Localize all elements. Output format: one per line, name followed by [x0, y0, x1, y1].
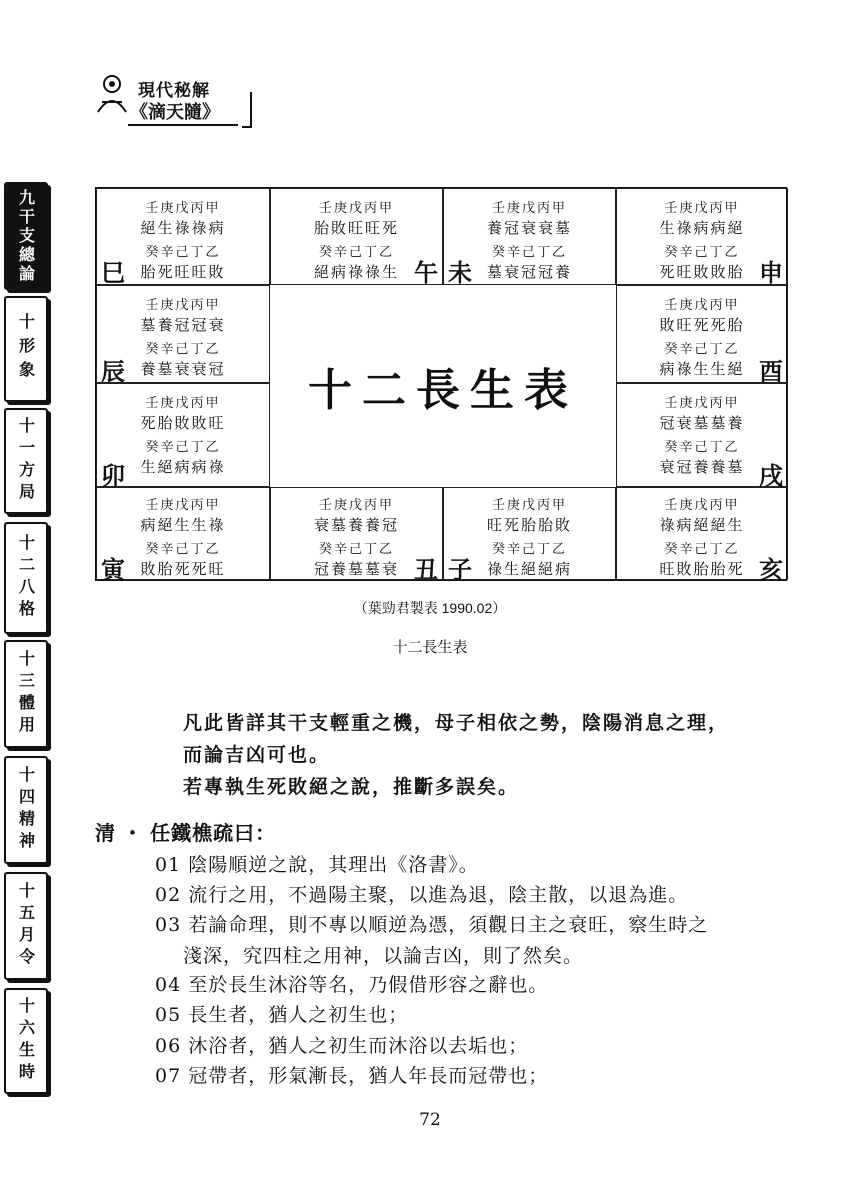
- branch-label: 戌: [759, 461, 783, 490]
- yang-states: 旺死胎胎敗: [486, 516, 572, 534]
- yin-states: 衰冠養養墓: [659, 458, 745, 476]
- table-cell-si: [96, 188, 270, 285]
- tab-label: 九干支總論: [16, 188, 36, 284]
- table-cell-zi: [443, 487, 616, 584]
- yin-states: 絕病祿祿生: [313, 263, 399, 281]
- page-number: 72: [419, 1110, 441, 1130]
- yang-states: 死胎敗敗旺: [140, 414, 226, 432]
- commentary-line: 04 至於長生沐浴等名，乃假借形容之辭也。: [155, 974, 549, 996]
- table-cell-chen: [96, 285, 270, 386]
- branch-label: 午: [414, 258, 438, 287]
- twelve-stages-table: [95, 187, 787, 584]
- yin-states: 墓衰冠冠養: [486, 263, 572, 281]
- yang-states: 養冠衰衰墓: [486, 219, 572, 237]
- tab-label: 十三體用: [16, 650, 36, 738]
- yang-states: 敗旺死死胎: [659, 316, 745, 334]
- yin-states: 胎死旺旺敗: [140, 263, 226, 281]
- section-heading: 清 ・ 任鐵樵疏曰：: [95, 823, 277, 845]
- yin-stems: 癸辛己丁乙: [491, 245, 567, 260]
- yin-stems: 癸辛己丁乙: [491, 542, 567, 557]
- header-title-line1: 現代秘解: [138, 81, 210, 101]
- table-credit: （葉勁君製表 1990.02）: [353, 600, 507, 616]
- body-paragraph: 若專執生死敗絕之說，推斷多誤矣。: [183, 776, 520, 798]
- commentary-line: 02 流行之用，不過陽主聚，以進為退，陰主散，以退為進。: [155, 884, 689, 906]
- body-paragraph: 而論吉凶可也。: [183, 744, 331, 766]
- yang-states: 墓養冠冠衰: [140, 316, 226, 334]
- tab-label: 十形象: [16, 313, 36, 385]
- commentary-line: 03 若論命理，則不專以順逆為憑，須觀日主之衰旺，察生時之: [155, 914, 709, 936]
- table-cell-mao: [96, 383, 270, 490]
- commentary-line: 05 長生者，猶人之初生也；: [155, 1004, 409, 1026]
- yin-stems: 癸辛己丁乙: [318, 542, 394, 557]
- yang-states: 祿病絕絕生: [659, 516, 745, 534]
- yang-states: 生祿病病絕: [659, 219, 745, 237]
- tab-chapter-14[interactable]: [4, 756, 48, 864]
- yin-stems: 癸辛己丁乙: [664, 342, 740, 357]
- commentary-line: 06 沐浴者，猶人之初生而沐浴以去垢也；: [155, 1035, 529, 1057]
- book-logo-icon: [92, 72, 132, 116]
- yin-states: 生絕病病祿: [140, 458, 226, 476]
- table-cell-hai: [616, 487, 788, 584]
- yin-states: 病祿生生絕: [659, 360, 745, 378]
- tab-label: 十一方局: [16, 417, 36, 505]
- yin-states: 旺敗胎胎死: [659, 560, 745, 578]
- commentary-line: 01 陰陽順逆之說，其理出《洛書》。: [155, 854, 479, 876]
- tab-chapter-10[interactable]: [4, 296, 48, 402]
- body-paragraph: 凡此皆詳其干支輕重之機，母子相依之勢，陰陽消息之理，: [183, 712, 730, 734]
- table-cell-you: [616, 285, 788, 386]
- yin-stems: 癸辛己丁乙: [145, 440, 221, 455]
- branch-label: 子: [448, 555, 472, 584]
- branch-label: 申: [759, 258, 783, 287]
- yin-stems: 癸辛己丁乙: [664, 245, 740, 260]
- commentary-line: 07 冠帶者，形氣漸長，猶人年長而冠帶也；: [155, 1065, 549, 1087]
- yang-stems: 壬庚戊丙甲: [664, 498, 740, 513]
- branch-label: 卯: [101, 461, 125, 490]
- branch-label: 丑: [414, 555, 438, 584]
- table-caption: 十二長生表: [392, 639, 468, 656]
- branch-label: 寅: [101, 555, 125, 584]
- yin-states: 養墓衰衰冠: [140, 360, 226, 378]
- yin-stems: 癸辛己丁乙: [318, 245, 394, 260]
- tab-chapter-9[interactable]: [4, 182, 48, 290]
- yang-stems: 壬庚戊丙甲: [664, 396, 740, 411]
- tab-label: 十六生時: [16, 997, 36, 1085]
- yang-stems: 壬庚戊丙甲: [145, 396, 221, 411]
- yang-stems: 壬庚戊丙甲: [145, 201, 221, 216]
- yin-states: 祿生絕絕病: [486, 560, 572, 578]
- table-cell-xu: [616, 383, 788, 490]
- yang-stems: 壬庚戊丙甲: [664, 201, 740, 216]
- header-title-line2: 《滴天隨》: [130, 102, 220, 123]
- yin-stems: 癸辛己丁乙: [664, 440, 740, 455]
- yang-states: 絕生祿祿病: [140, 219, 226, 237]
- table-cell-wu: [270, 188, 443, 285]
- table-cell-chou: [270, 487, 443, 584]
- yang-states: 冠衰墓墓養: [659, 414, 745, 432]
- tab-chapter-15[interactable]: [4, 872, 48, 980]
- yin-states: 冠養墓墓衰: [313, 560, 399, 578]
- tab-label: 十二八格: [16, 534, 36, 622]
- yin-states: 敗胎死死旺: [140, 560, 226, 578]
- yang-stems: 壬庚戊丙甲: [145, 498, 221, 513]
- table-cell-yin: [96, 487, 270, 584]
- yin-stems: 癸辛己丁乙: [664, 542, 740, 557]
- commentary-line: 淺深，究四柱之用神，以論吉凶，則了然矣。: [183, 945, 584, 967]
- tab-label: 十四精神: [16, 766, 36, 854]
- branch-label: 未: [448, 258, 472, 287]
- yang-states: 衰墓養養冠: [313, 516, 399, 534]
- yang-stems: 壬庚戊丙甲: [664, 298, 740, 313]
- branch-label: 辰: [101, 357, 125, 386]
- branch-label: 亥: [759, 555, 783, 584]
- yin-stems: 癸辛己丁乙: [145, 542, 221, 557]
- branch-label: 巳: [101, 258, 125, 287]
- yang-states: 胎敗旺旺死: [313, 219, 399, 237]
- book-header: [92, 72, 252, 132]
- tab-chapter-16[interactable]: [4, 988, 48, 1094]
- yang-stems: 壬庚戊丙甲: [491, 201, 567, 216]
- yang-stems: 壬庚戊丙甲: [318, 201, 394, 216]
- yang-stems: 壬庚戊丙甲: [318, 498, 394, 513]
- header-rule: [128, 124, 238, 126]
- yang-states: 病絕生生祿: [140, 516, 226, 534]
- yin-stems: 癸辛己丁乙: [145, 245, 221, 260]
- table-cell-shen: [616, 188, 788, 285]
- header-bracket: [242, 92, 252, 128]
- yin-stems: 癸辛己丁乙: [145, 342, 221, 357]
- table-title: 十二長生表: [308, 365, 578, 416]
- yin-states: 死旺敗敗胎: [659, 263, 745, 281]
- table-cell-wei: [443, 188, 616, 285]
- yang-stems: 壬庚戊丙甲: [491, 498, 567, 513]
- yang-stems: 壬庚戊丙甲: [145, 298, 221, 313]
- tab-label: 十五月令: [16, 882, 36, 970]
- tab-chapter-11[interactable]: [4, 408, 48, 514]
- branch-label: 酉: [759, 357, 783, 386]
